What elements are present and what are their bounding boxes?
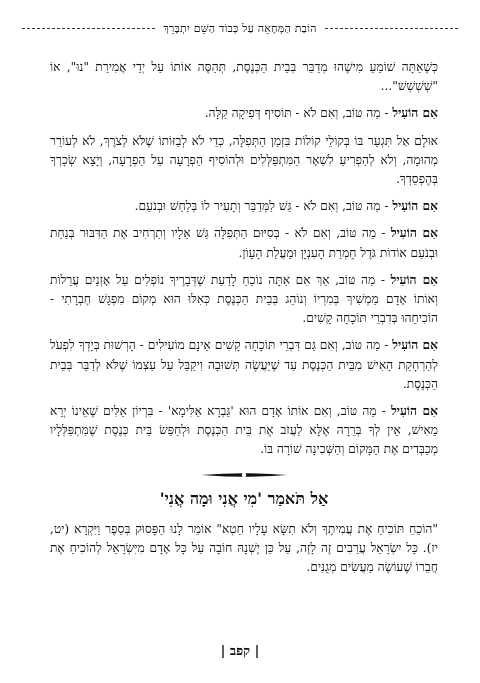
paragraph-lead: אִם הוֹעִיל (392, 199, 438, 214)
section-title: אַל תֹּאמַר 'מִי אֲנִי וּמָה אֲנִי' (159, 488, 329, 508)
paragraph-lead: אִם הוֹעִיל (392, 338, 438, 353)
page-number: | קפב | (220, 644, 260, 659)
paragraph-text: - מַה טּוֹב, וְאִם לֹא - תּוֹסִיף דְּפִיקָה קַלָּה. (204, 106, 393, 121)
paragraph-7 (50, 336, 438, 394)
paragraph-6 (50, 271, 438, 329)
section-paragraph: "הוֹכֵחַ תּוֹכִיחַ אֶת עֲמִיתֶךָ וְלֹא תִשָּׂא עָלָיו חֵטְא" אוֹמֵר לָנוּ הַפָּסוּק בְּסֵפֶר וַיִּקְרָא (יט, יז). כָּל יִשְׂרָאֵל עֲרֵבִים זֶה לָזֶה, עַל כֵּן יֶשְׁנָהּ חוֹבָה עַל כָּל אָדָם מִיִּשְׂרָאֵל לְהוֹכִיחַ אֶת חֲבֵרוֹ שֶׁעוֹשֶׂה מַעֲשִׂים מְגֻנִּים. (50, 521, 438, 575)
running-head-rule-right (325, 28, 458, 29)
paragraph-2 (50, 104, 438, 123)
paragraph-lead: אִם הוֹעִיל (391, 404, 438, 419)
paragraph-lead: אִם הוֹעִיל (390, 272, 438, 287)
running-head-title: הוֹבַת הַמְּחָאָה עַל כְּבוֹד הַשֵּׁם יִתְבָּרֵךְ (163, 22, 317, 35)
body-text (50, 58, 438, 585)
paragraph-1 (50, 58, 438, 96)
paragraph-lead: אִם הוֹעִיל (390, 226, 438, 241)
running-head-rule-left (22, 28, 155, 29)
paragraph-text: - מַה טּוֹב, וְאִם גַּם דִּבְרֵי תּוֹכָחָה קָשִׁים אֵינָם מוֹעִילִים - הָרְשׁוּת בְּיָדְךָ לִפְעֹל לְהַרְחָקַת הָאִישׁ מִבֵּית הַכְּנֶסֶת עַד שֶׁיַּעֲשֶׂה תְּשׁוּבָה וִיקַבֵּל עַל עַצְמוֹ שֶׁלֹּא לְדַבֵּר בְּבֵית הַכְּנֶסֶת. (50, 338, 438, 391)
paragraph-4 (50, 197, 438, 216)
paragraph-5 (50, 224, 438, 262)
section-divider-ornament (50, 470, 438, 480)
paragraph-text: אוּלָם אַל תִּגְעַר בּוֹ בְּקוֹלֵי קוֹלוֹת בִּזְמַן הַתְּפִלָּה, כְּדֵי לֹא לְבַזּוֹתוֹ שֶׁלֹּא לְצֹרֶךְ, לֹא לְעוֹרֵר מְהוּמָה, וְלֹא לְהַפְרִיעַ לִשְׁאָר הַמִּתְפַּלְּלִים וּלְהוֹסִיף הַפְרָעָה עַל הַפְרָעָה, וְיָצָא שְׂכָרְךָ בְּהֶפְסֵדְךָ. (50, 133, 438, 187)
paragraph-3 (50, 132, 438, 190)
paragraph-text: כְּשֶׁאַתָּה שׁוֹמֵעַ מִישֶׁהוּ מְדַבֵּר בְּבֵית הַכְּנֶסֶת, תְּהַסֶּה אוֹתוֹ עַל יְדֵי אֲמִירַת "נוּ", אוֹ "שְׁשְׁשְׁשׁ"... (50, 60, 438, 94)
paragraph-text: - מַה טּוֹב, וְאִם אוֹתוֹ אָדָם הוּא 'גַּבְרָא אַלִּימָא' - בִּרְיוֹן אַלִּים שֶׁאֵינוֹ יְרֵא מֵאִישׁ, אֵין לְךָ בְּרֵרָה אֶלָּא לַעֲזֹב אֶת בֵּית הַכְּנֶסֶת וּלְחַפֵּשׂ בֵּית כְּנֶסֶת שֶׁמִּתְפַּלְּלָיו מְכַבְּדִים אֶת הַמָּקוֹם וְהַשְּׁכִינָה שׁוֹרָה בּוֹ. (50, 404, 438, 457)
paragraph-8 (50, 402, 438, 460)
paragraph-text: - מַה טּוֹב, אַךְ אִם אַתָּה נוֹכֵחַ לָדַעַת שֶׁדְּבָרֶיךָ נוֹפְלִים עַל אָזְנַיִם עֲרֵלוֹת וְאוֹתוֹ אָדָם מַמְשִׁיךְ בְּמִרְיוֹ וְנוֹהֵג בְּבֵית הַכְּנֶסֶת כְּאִלּוּ הוּא מְקוֹם מִפְגָּשׁ חֶבְרָתִי - הוֹכִיחֵהוּ בְּדִבְרֵי תּוֹכָחָה קָשִׁים. (50, 272, 438, 326)
running-head (22, 22, 458, 35)
paragraph-lead: אִם הוֹעִיל (392, 106, 438, 121)
ornament-icon (199, 470, 289, 480)
paragraph-text: - מַה טּוֹב, וְאִם לֹא - בְּסִיּוּם הַתְּפִלָּה גַּשׁ אֵלָיו וְתַרְחִיב אֶת הַדִּבּוּר בְּנַחַת וּבְנֹעַם אוֹדוֹת גֹּדֶל חֻמְרַת הָעִנְיָן וּמַעֲלַת הָעָוֹן. (50, 226, 438, 260)
paragraph-text: - מַה טּוֹב, וְאִם לֹא - גַּשׁ לַמְּדַבֵּר וְתָעִיר לוֹ בְּלַחַשׁ וּבְנֹעַם. (134, 199, 393, 214)
